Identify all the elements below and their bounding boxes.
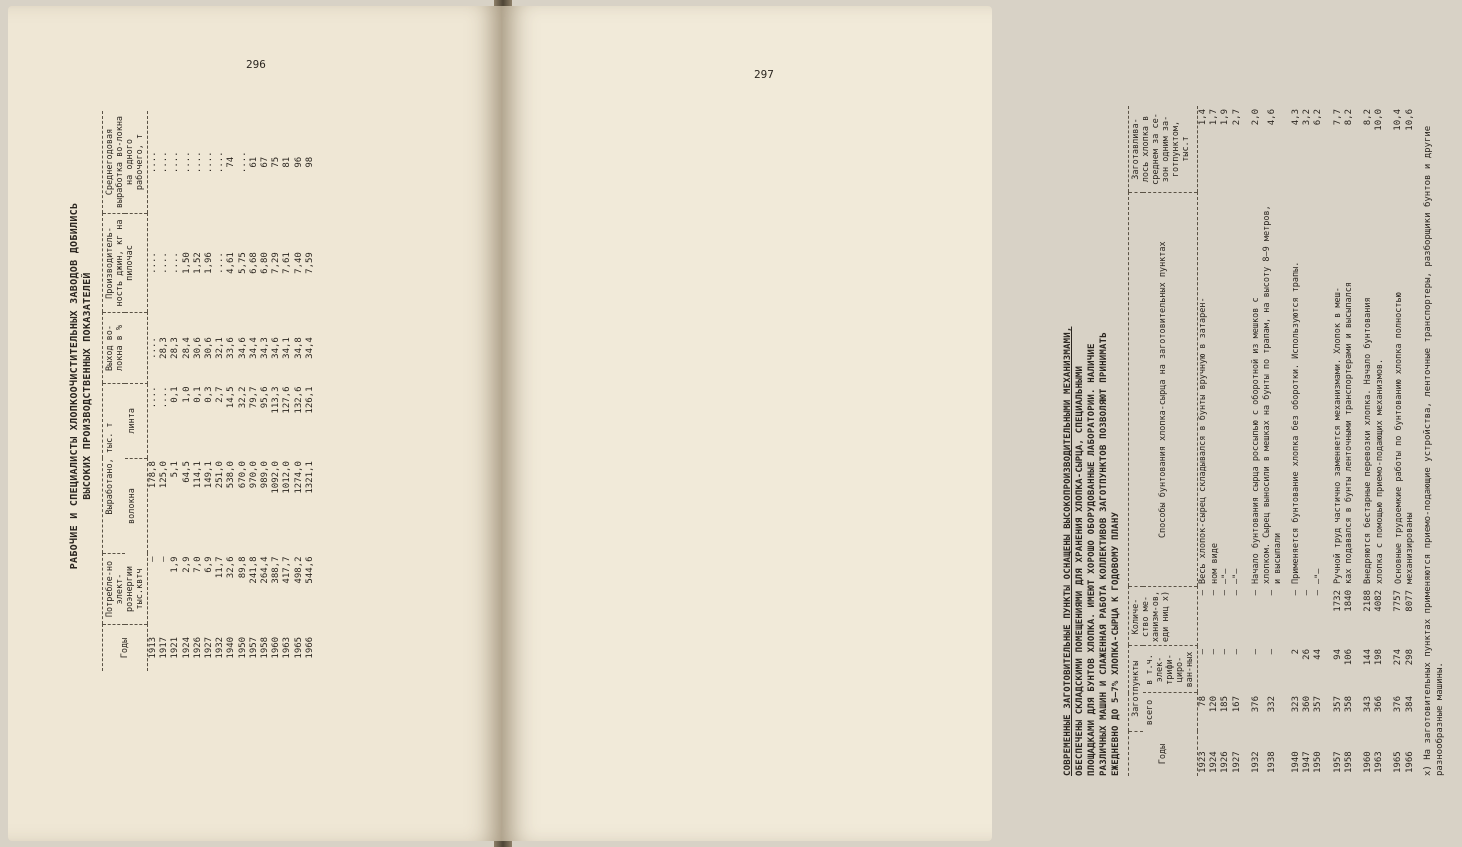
cell-year: 1960 [1363, 751, 1374, 773]
cell-avg-output: 67 [260, 156, 271, 168]
cell-year: 1927 [1231, 751, 1242, 773]
table-row [1393, 106, 1404, 776]
cell-electricity: 264,4 [260, 556, 271, 584]
cell-avg-output: .... [237, 151, 248, 174]
cell-year: 1926 [192, 636, 203, 659]
row-spacer [1283, 106, 1291, 776]
cell-year: 1924 [181, 636, 192, 659]
cell-total: 185 [1220, 696, 1231, 713]
cell-year: 1923 [1198, 751, 1208, 773]
table-row [1209, 106, 1220, 776]
cell-avg-per-point: 8,2 [1343, 109, 1354, 126]
cell-avg-per-point: 1,4 [1198, 109, 1208, 126]
cell-total: 343 [1363, 696, 1374, 713]
cell-electricity: 89,8 [237, 556, 248, 579]
cell-machines: 7757 [1393, 590, 1404, 612]
cell-mech: 274 [1393, 649, 1404, 666]
cell-year: 1940 [226, 636, 237, 659]
left-rotated-content [68, 101, 468, 671]
row-spacer [1243, 106, 1251, 776]
cell-total: 360 [1302, 696, 1313, 713]
table-row [1405, 106, 1416, 776]
cell-avg-per-point: 10,6 [1404, 109, 1415, 131]
cell-electricity: 498,2 [293, 556, 304, 584]
cell-year: 1940 [1291, 751, 1302, 773]
cell-avg-output: 61 [248, 156, 259, 168]
cell-productivity: .... [148, 252, 158, 274]
table-row [1374, 106, 1385, 776]
cell-avg-per-point: 1,9 [1220, 109, 1231, 126]
cell-productivity: 6,68 [248, 252, 259, 274]
cell-mech: 106 [1343, 649, 1354, 666]
production-table-body [148, 111, 317, 671]
cell-total: 323 [1291, 696, 1302, 713]
cell-yield: 28,3 [170, 337, 181, 359]
header-fiber: волокна [125, 458, 148, 553]
cell-fiber: 251,0 [215, 461, 226, 489]
cell-total: 376 [1250, 696, 1261, 713]
cell-year: 1938 [1266, 751, 1277, 773]
cell-electricity: 241,8 [248, 556, 259, 584]
page-number-left: 296 [246, 58, 266, 71]
cell-yield: 34,3 [260, 337, 271, 359]
cell-total: 357 [1332, 696, 1343, 713]
cell-electricity: 11,7 [215, 556, 226, 579]
table-row [1262, 106, 1283, 776]
cell-fiber: 125,0 [159, 461, 170, 489]
cell-productivity: 5,75 [237, 252, 248, 274]
cell-total: 376 [1393, 696, 1404, 713]
cell-fiber: 149,1 [204, 461, 215, 489]
cell-avg-output: .... [215, 151, 226, 174]
page-number-right: 297 [754, 68, 774, 81]
cell-fiber: 178,8 [148, 461, 158, 489]
cell-productivity: 7,29 [271, 252, 282, 274]
cell-method: Основные трудоемкие работы по бунтованию хлопка полностью [1393, 292, 1404, 584]
cell-productivity: 6,80 [260, 252, 271, 274]
cell-avg-output: 98 [304, 156, 315, 168]
cell-avg-per-point: 3,2 [1302, 109, 1313, 126]
cell-fiber: 1274,0 [293, 461, 304, 494]
header-produced: Выработано, тыс. т [103, 384, 126, 554]
cell-year: 1947 [1302, 751, 1313, 773]
cell-avg-per-point: 10,0 [1374, 109, 1385, 131]
cell-machines: – [1291, 590, 1302, 596]
cell-avg-per-point: 2,0 [1250, 109, 1261, 126]
cell-productivity: 7,59 [304, 252, 315, 274]
cell-productivity: 1,96 [204, 252, 215, 274]
footnote: x) На заготовительных пунктах применяются приемо-подающие устройства, ленточные транспортеры, разборщики бунтов и другие разнообразные машины. [1422, 125, 1445, 776]
intro-line: ПЛОЩАДКАМИ ДЛЯ БУНТОВ ХЛОПКА. ИМЕЮТ ХОРОШО ОБОРУДОВАННЫЕ ЛАБОРАТОРИИ. НАЛИЧИЕ [1087, 343, 1097, 776]
cell-method: ном виде [1209, 543, 1220, 584]
cell-mech: 298 [1404, 649, 1415, 666]
table-row [282, 111, 293, 671]
cell-total: 332 [1266, 696, 1277, 713]
cell-avg-output: 75 [271, 156, 282, 168]
cell-linter: 127,6 [282, 386, 293, 414]
left-title [68, 101, 94, 671]
cell-mech: – [1209, 649, 1220, 655]
cell-machines: – [1313, 590, 1324, 596]
table-row [1220, 106, 1231, 776]
cell-year: 1927 [204, 636, 215, 659]
cell-yield: 34,4 [248, 337, 259, 359]
cell-machines: 8077 [1404, 590, 1415, 612]
cell-total: 366 [1374, 696, 1385, 713]
table-row [238, 111, 249, 671]
cell-linter: 1,0 [181, 386, 192, 403]
header-productivity: Производитель-ность джин, кг на пилочас [103, 214, 148, 313]
header-mech: в т.ч. элек-трифи-циро-ван-ных [1143, 646, 1198, 693]
table-row [260, 111, 271, 671]
left-page [8, 6, 502, 841]
cell-year: 1932 [215, 636, 226, 659]
intro-line: ОБЕСПЕЧЕНЫ СКЛАДСКИМИ ПОМЕЩЕНИЯМИ ДЛЯ ХРАНЕНИЯ ХЛОПКА-СЫРЦА, СПЕЦИАЛЬНЫМИ [1075, 365, 1085, 776]
cell-machines: – [1266, 590, 1277, 596]
procurement-table [1128, 106, 1416, 776]
production-table [102, 111, 316, 671]
cell-avg-per-point: 6,2 [1313, 109, 1324, 126]
cell-method: –"– [1231, 568, 1242, 584]
cell-year: 1963 [1374, 751, 1385, 773]
cell-fiber: 1321,1 [304, 461, 315, 494]
cell-yield: 30,6 [204, 337, 215, 359]
cell-total: 357 [1313, 696, 1324, 713]
cell-linter: 113,3 [271, 386, 282, 414]
cell-productivity: 1,50 [181, 252, 192, 274]
cell-method: Весь хлопок-сырец складывался в бунты вручную в затарен- [1198, 297, 1209, 584]
table-row [305, 111, 316, 671]
cell-linter: .... [159, 386, 170, 409]
cell-fiber: 670,0 [237, 461, 248, 489]
cell-avg-output: 74 [226, 156, 237, 168]
cell-year: 1965 [293, 636, 304, 659]
header-methods: Способы бунтования хлопка-сырца на заготовительных пунктах [1129, 193, 1198, 588]
table-row [1333, 106, 1344, 776]
cell-linter: 2,7 [215, 386, 226, 403]
right-intro-heading [1062, 96, 1122, 776]
cell-year: 1957 [248, 636, 259, 659]
cell-fiber: 1092,0 [271, 461, 282, 494]
table-row [215, 111, 226, 671]
cell-linter: 14,5 [226, 386, 237, 409]
cell-productivity: 7,61 [282, 252, 293, 274]
cell-electricity: 2,9 [181, 556, 192, 573]
cell-fiber: 64,5 [181, 461, 192, 483]
cell-avg-output: 81 [282, 156, 293, 168]
cell-electricity: 544,6 [304, 556, 315, 584]
table-row [1291, 106, 1302, 776]
cell-linter: 0,3 [204, 386, 215, 403]
table-row [159, 111, 170, 671]
cell-year: 1950 [1313, 751, 1324, 773]
cell-machines: – [1198, 590, 1208, 596]
cell-machines: 1840 [1343, 590, 1354, 612]
right-page [502, 6, 1445, 841]
cell-linter: 95,6 [260, 386, 271, 409]
cell-linter: 32,2 [237, 386, 248, 409]
cell-mech: 94 [1332, 649, 1343, 660]
cell-method: –"– [1220, 568, 1231, 584]
row-spacer [1385, 106, 1393, 776]
cell-method: –"– [1313, 568, 1324, 584]
cell-linter: 79,7 [248, 386, 259, 409]
cell-yield: 34,6 [271, 337, 282, 359]
left-title-line2: ВЫСОКИХ ПРОИЗВОДСТВЕННЫХ ПОКАЗАТЕЛЕЙ [82, 272, 93, 500]
cell-mech: 26 [1302, 649, 1313, 660]
cell-fiber: 970,0 [248, 461, 259, 489]
cell-method: Ручной труд частично заменяется механизмами. Хлопок в меш- [1332, 287, 1343, 584]
table-row [226, 111, 237, 671]
cell-mech: – [1220, 649, 1231, 655]
row-spacer [1325, 106, 1333, 776]
row-spacer [1355, 106, 1363, 776]
cell-machines: – [1302, 590, 1313, 596]
cell-avg-per-point: 4,6 [1266, 109, 1277, 126]
cell-avg-output: .... [170, 151, 181, 174]
table-row [1313, 106, 1324, 776]
cell-avg-per-point: 4,3 [1291, 109, 1302, 126]
cell-avg-per-point: 8,2 [1363, 109, 1374, 126]
cell-method: хлопка с помощью приемо-подающих механизмов. [1374, 358, 1385, 584]
cell-method: Начало бунтования сырца россыпью с оборотной из мешков с [1251, 297, 1262, 584]
cell-machines: – [1250, 590, 1261, 596]
cell-total: 358 [1343, 696, 1354, 713]
cell-total: 78 [1198, 696, 1208, 707]
table-row [1363, 106, 1374, 776]
cell-fiber: 114,1 [192, 461, 203, 489]
table-row [271, 111, 282, 671]
cell-mech: – [1250, 649, 1261, 655]
cell-year: 1913 [148, 636, 158, 659]
cell-machines: – [1220, 590, 1231, 596]
cell-yield: 34,1 [282, 337, 293, 359]
cell-productivity: .... [215, 252, 226, 274]
cell-productivity: 1,52 [192, 252, 203, 274]
table-row [249, 111, 260, 671]
cell-year: 1960 [271, 636, 282, 659]
cell-method [1302, 193, 1313, 588]
cell-year: 1966 [1404, 751, 1415, 773]
cell-avg-output: .... [192, 151, 203, 174]
cell-method: ках подавался в бунты ленточными транспортерами и высыпался [1344, 282, 1355, 584]
cell-yield: 34,8 [293, 337, 304, 359]
right-rotated-content [1062, 96, 1462, 776]
cell-year: 1924 [1209, 751, 1220, 773]
cell-avg-per-point: 1,7 [1209, 109, 1220, 126]
table-row [193, 111, 204, 671]
cell-avg-output: .... [148, 151, 158, 174]
cell-mech: 44 [1313, 649, 1324, 660]
cell-method: механизированы [1404, 512, 1415, 584]
cell-yield: 28,3 [159, 337, 170, 359]
cell-yield: .... [148, 337, 158, 359]
cell-fiber: 1012,0 [282, 461, 293, 494]
header-yield: Выход во-локна в % [103, 313, 148, 384]
cell-linter: 132,6 [293, 386, 304, 414]
cell-machines: – [1231, 590, 1242, 596]
cell-year: 1921 [170, 636, 181, 659]
cell-mech: – [1198, 649, 1208, 655]
cell-productivity: 7,40 [293, 252, 304, 274]
cell-yield: 34,4 [304, 337, 315, 359]
header-linter: линта [125, 384, 148, 459]
cell-machines: 2188 [1363, 590, 1374, 612]
cell-productivity: 4,61 [226, 252, 237, 274]
cell-machines: 4082 [1374, 590, 1385, 612]
cell-avg-per-point: 2,7 [1231, 109, 1242, 126]
cell-method: Применяется бунтование хлопка без оборотки. Используются трапы. [1291, 261, 1302, 584]
cell-yield: 30,6 [192, 337, 203, 359]
cell-mech: 2 [1291, 649, 1302, 655]
cell-fiber: 538,0 [226, 461, 237, 489]
cell-fiber: 5,1 [170, 461, 181, 478]
cell-linter: .... [148, 386, 158, 409]
cell-avg-output: .... [181, 151, 192, 174]
cell-year: 1966 [304, 636, 315, 659]
cell-electricity: 6,9 [204, 556, 215, 573]
cell-total: 167 [1231, 696, 1242, 713]
table-row [1198, 106, 1210, 776]
table-row [182, 111, 193, 671]
cell-year: 1932 [1250, 751, 1261, 773]
cell-electricity: – [159, 556, 170, 562]
cell-year: 1958 [260, 636, 271, 659]
cell-avg-output: 96 [293, 156, 304, 168]
header-points: Заготпункты [1129, 646, 1144, 732]
cell-mech: – [1266, 649, 1277, 655]
cell-electricity: 417,7 [282, 556, 293, 584]
cell-mech: 198 [1374, 649, 1385, 666]
header-year: Годы [103, 625, 148, 672]
header-machines: Количе-ство ме-ханизм-ов, еди ниц x) [1129, 587, 1198, 646]
cell-avg-output: .... [204, 151, 215, 174]
intro-line: СОВРЕМЕННЫЕ ЗАГОТОВИТЕЛЬНЫЕ ПУНКТЫ ОСНАЩЕНЫ ВЫСОКОПРОИЗВОДИТЕЛЬНЫМИ МЕХАНИЗМАМИ, [1063, 326, 1073, 776]
left-title-line1: РАБОЧИЕ И СПЕЦИАЛИСТЫ ХЛОПКООЧИСТИТЕЛЬНЫХ ЗАВОДОВ ДОБИЛИСЬ [69, 202, 80, 570]
cell-yield: 33,6 [226, 337, 237, 359]
table-row [170, 111, 181, 671]
cell-machines: – [1209, 590, 1220, 596]
cell-yield: 32,1 [215, 337, 226, 359]
cell-avg-output: .... [159, 151, 170, 174]
cell-electricity: 7,0 [192, 556, 203, 573]
cell-year: 1965 [1393, 751, 1404, 773]
cell-productivity: .... [159, 252, 170, 274]
cell-electricity: 1,9 [170, 556, 181, 573]
intro-line: ЕЖЕДНЕВНО ДО 5–7% ХЛОПКА-СЫРЦА К ГОДОВОМУ ПЛАНУ [1111, 511, 1121, 776]
header-year-2: Годы [1129, 732, 1198, 777]
intro-line: РАЗЛИЧНЫХ МАШИН И СЛАЖЕННАЯ РАБОТА КОЛЛЕКТИВОВ ЗАГОТПУНКТОВ ПОЗВОЛЯЮТ ПРИНИМАТЬ [1099, 332, 1109, 776]
cell-electricity: 32,6 [226, 556, 237, 579]
procurement-table-body [1198, 106, 1416, 776]
cell-year: 1950 [237, 636, 248, 659]
header-avg-output: Среднегодовая выработка во-локна на одного рабочего, т [103, 111, 148, 214]
cell-avg-per-point: 10,4 [1393, 109, 1404, 131]
cell-mech: 144 [1363, 649, 1374, 666]
cell-year: 1957 [1332, 751, 1343, 773]
cell-year: 1963 [282, 636, 293, 659]
cell-linter: 0,1 [170, 386, 181, 403]
header-total: всего [1143, 693, 1198, 732]
header-avg-per-point: Заготавлива-лось хлопка в среднем за се-зон одним за-готпунктом, тыс.т [1129, 106, 1198, 193]
cell-method: Внедряются бестарные перевозки хлопка. Начало бунтования [1363, 297, 1374, 584]
cell-avg-per-point: 7,7 [1332, 109, 1343, 126]
cell-total: 384 [1404, 696, 1415, 713]
cell-year: 1958 [1343, 751, 1354, 773]
cell-linter: 126,1 [304, 386, 315, 414]
table-row [148, 111, 160, 671]
cell-machines: 1732 [1332, 590, 1343, 612]
cell-year: 1917 [159, 636, 170, 659]
table-row [294, 111, 305, 671]
cell-productivity: .... [170, 252, 181, 274]
cell-mech: – [1231, 649, 1242, 655]
cell-method: хлопком. Сырец выносили в мешках на бунты по трапам, на высоту 8–9 метров, и высыпали [1262, 205, 1283, 584]
table-row [204, 111, 215, 671]
table-row [1344, 106, 1355, 776]
cell-year: 1926 [1220, 751, 1231, 773]
cell-yield: 34,6 [237, 337, 248, 359]
cell-electricity: 388,7 [271, 556, 282, 584]
header-electricity: Потребле-но элект-роэнергии тыс.квтч [103, 554, 148, 625]
cell-fiber: 989,0 [260, 461, 271, 489]
table-row [1251, 106, 1262, 776]
cell-electricity: – [148, 556, 158, 562]
cell-linter: 0,1 [192, 386, 203, 403]
table-row [1232, 106, 1243, 776]
cell-total: 120 [1209, 696, 1220, 713]
cell-yield: 28,4 [181, 337, 192, 359]
table-row [1302, 106, 1313, 776]
